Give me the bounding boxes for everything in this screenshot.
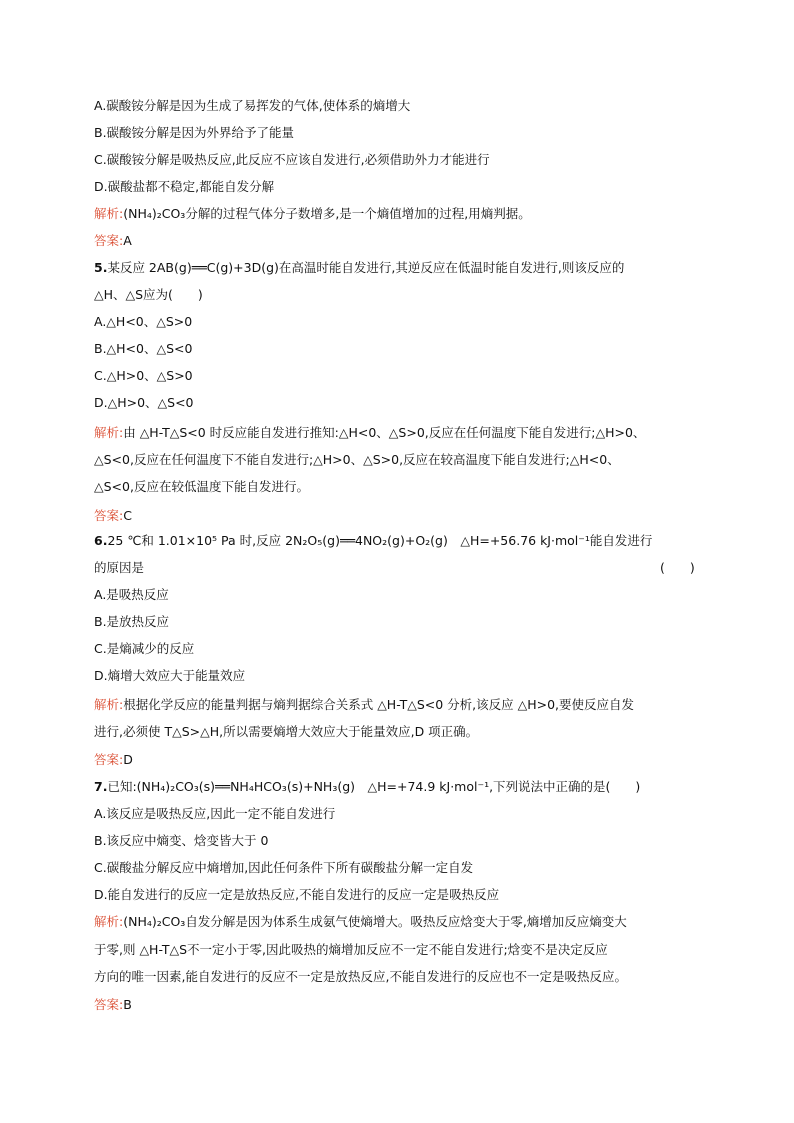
q6-analysis-line-2: 进行,必须使 T△S>△H,所以需要熵增大效应大于能量效应,D 项正确。: [94, 724, 479, 739]
q6-option-d: D.熵增大效应大于能量效应: [94, 668, 246, 683]
q7-answer-label: 答案:: [94, 997, 124, 1012]
q6-stem-line-1: [94, 533, 652, 549]
q5-analysis-line-1: [94, 425, 645, 441]
q5-number: 5.: [94, 260, 108, 275]
q7-analysis-label: 解析:: [94, 914, 124, 929]
q4-answer: [94, 233, 132, 249]
q6-analysis-label: 解析:: [94, 697, 124, 712]
q6-number: 6.: [94, 533, 108, 548]
q5-analysis-line-2: △S<0,反应在任何温度下不能自发进行;△H>0、△S>0,反应在较高温度下能自发进行;△H<0、: [94, 452, 620, 467]
q5-answer-label: 答案:: [94, 508, 124, 523]
q6-option-a: A.是吸热反应: [94, 587, 169, 602]
q5-option-d: D.△H>0、△S<0: [94, 395, 194, 410]
q5-stem-text-1: 某反应 2AB(g)══C(g)+3D(g)在高温时能自发进行,其逆反应在低温时能自发进行,则该反应的: [107, 260, 625, 275]
q5-option-b: B.△H<0、△S<0: [94, 341, 193, 356]
q5-analysis-label: 解析:: [94, 425, 124, 440]
q5-option-c: C.△H>0、△S>0: [94, 368, 193, 383]
q6-answer: [94, 752, 133, 768]
q5-analysis-line-3: △S<0,反应在较低温度下能自发进行。: [94, 479, 309, 494]
q7-option-c: C.碳酸盐分解反应中熵增加,因此任何条件下所有碳酸盐分解一定自发: [94, 860, 474, 875]
q7-analysis-line-3: 方向的唯一因素,能自发进行的反应不一定是放热反应,不能自发进行的反应也不一定是吸热反应。: [94, 969, 627, 984]
q5-answer-value: C: [123, 508, 132, 523]
q4-option-d: D.碳酸盐都不稳定,都能自发分解: [94, 179, 275, 194]
q6-option-b: B.是放热反应: [94, 614, 170, 629]
q7-analysis-text-1: (NH₄)₂CO₃自发分解是因为体系生成氨气使熵增大。吸热反应焓变大于零,熵增加反应熵变大: [123, 914, 627, 929]
q4-option-a: A.碳酸铵分解是因为生成了易挥发的气体,使体系的熵增大: [94, 98, 411, 113]
q5-answer: [94, 508, 132, 524]
q4-analysis-label: 解析:: [94, 206, 124, 221]
q6-answer-value: D: [123, 752, 133, 767]
q4-answer-value: A: [123, 233, 132, 248]
q5-analysis-text-1: 由 △H-T△S<0 时反应能自发进行推知:△H<0、△S>0,反应在任何温度下能自发进行;△H>0、: [123, 425, 646, 440]
q4-option-c: C.碳酸铵分解是吸热反应,此反应不应该自发进行,必须借助外力才能进行: [94, 152, 490, 167]
q6-option-c: C.是熵减少的反应: [94, 641, 195, 656]
q5-option-a: A.△H<0、△S>0: [94, 314, 193, 329]
q6-answer-label: 答案:: [94, 752, 124, 767]
q6-stem-line-2: 的原因是: [94, 560, 145, 575]
q4-option-b: B.碳酸铵分解是因为外界给予了能量: [94, 125, 295, 140]
q7-stem-text: 已知:(NH₄)₂CO₃(s)══NH₄HCO₃(s)+NH₃(g) △H=+74.9 kJ·mol⁻¹,下列说法中正确的是( ): [107, 779, 641, 794]
q7-number: 7.: [94, 779, 108, 794]
q7-option-d: D.能自发进行的反应一定是放热反应,不能自发进行的反应一定是吸热反应: [94, 887, 500, 902]
q7-stem: [94, 779, 640, 795]
q7-option-b: B.该反应中熵变、焓变皆大于 0: [94, 833, 269, 848]
q5-stem-line-1: [94, 260, 624, 276]
q6-answer-blank: ( ): [660, 560, 695, 575]
q4-answer-label: 答案:: [94, 233, 124, 248]
q6-stem-text-1: 25 ℃和 1.01×10⁵ Pa 时,反应 2N₂O₅(g)══4NO₂(g)+O₂(g) △H=+56.76 kJ·mol⁻¹能自发进行: [107, 533, 653, 548]
q6-analysis-text-1: 根据化学反应的能量判据与熵判据综合关系式 △H-T△S<0 分析,该反应 △H>0,要使反应自发: [123, 697, 635, 712]
q6-analysis-line-1: [94, 697, 634, 713]
q7-answer: [94, 997, 132, 1013]
q5-stem-line-2: △H、△S应为( ): [94, 287, 203, 302]
q4-analysis-text: (NH₄)₂CO₃分解的过程气体分子数增多,是一个熵值增加的过程,用熵判据。: [123, 206, 531, 221]
q7-option-a: A.该反应是吸热反应,因此一定不能自发进行: [94, 806, 336, 821]
q4-analysis: [94, 206, 531, 222]
q7-analysis-line-1: [94, 914, 627, 930]
q7-analysis-line-2: 于零,则 △H-T△S不一定小于零,因此吸热的熵增加反应不一定不能自发进行;焓变不是决定反应: [94, 942, 608, 957]
q7-answer-value: B: [123, 997, 132, 1012]
